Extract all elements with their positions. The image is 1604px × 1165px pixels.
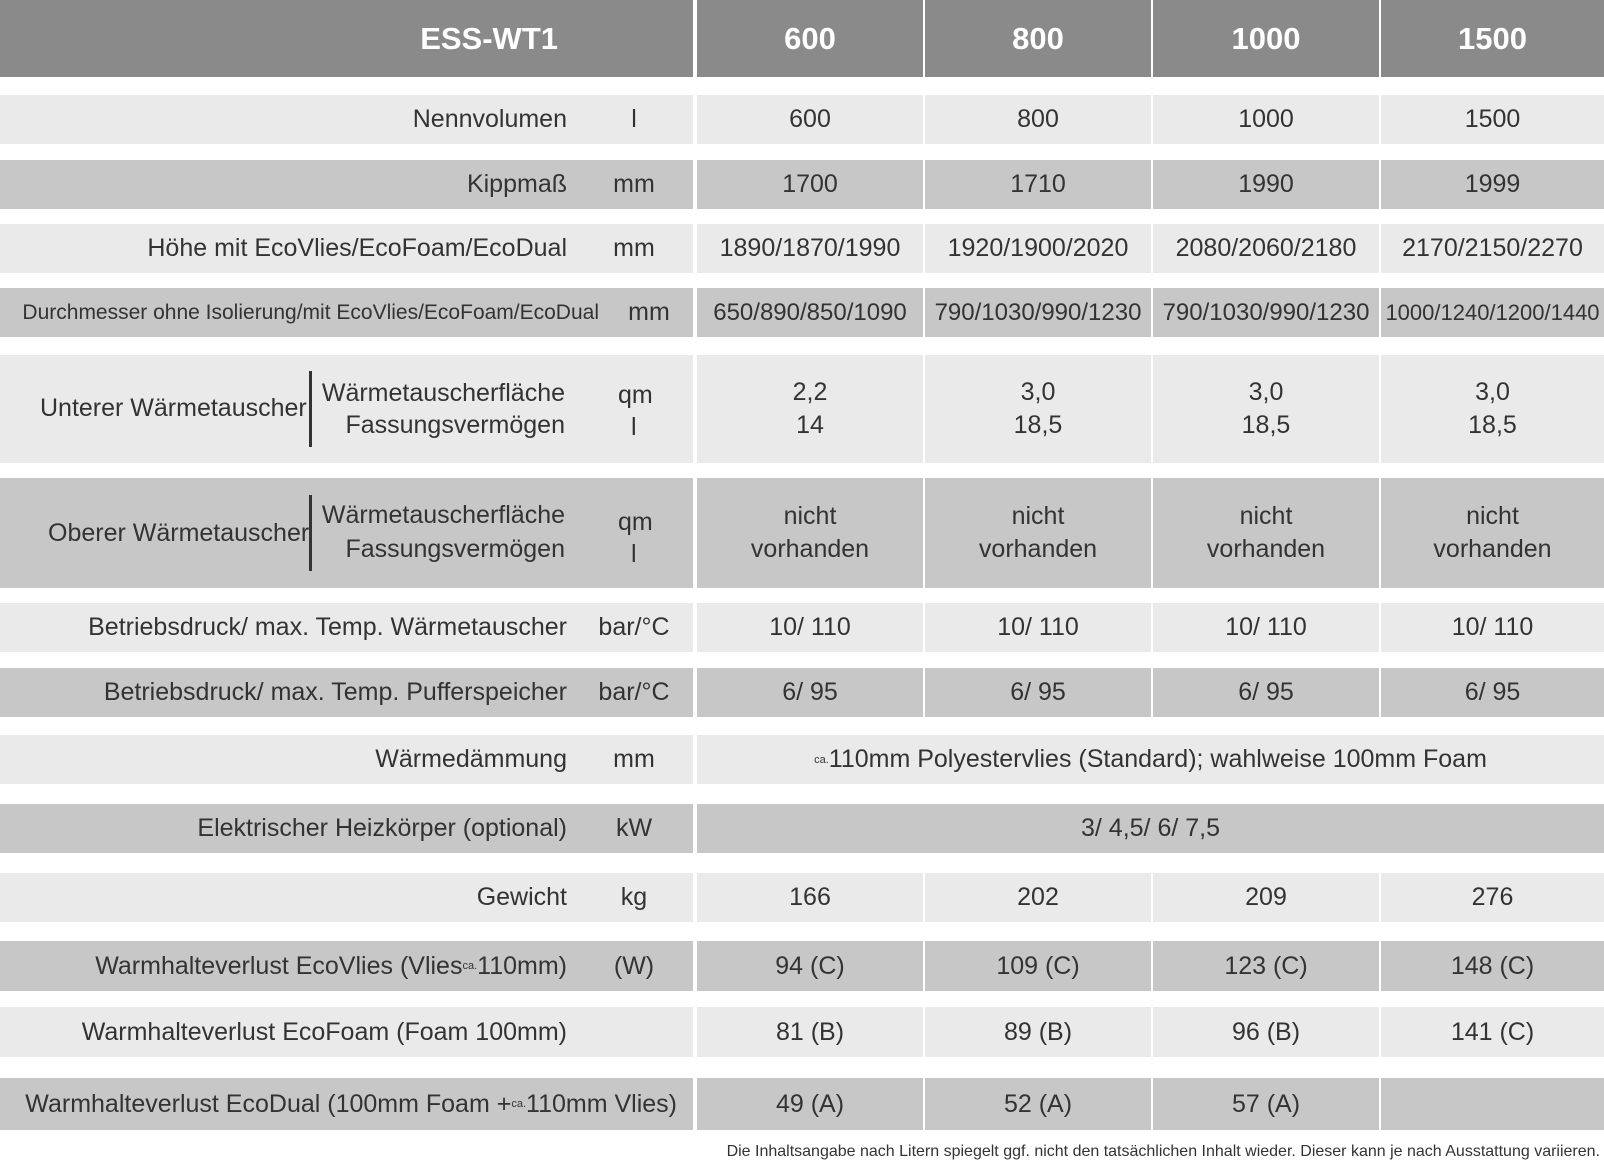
row-nennvolumen-unit: l [575, 95, 693, 144]
row-unterer-sub2: Fassungsvermögen [345, 411, 565, 439]
header-col-1500: 1500 [1381, 0, 1604, 77]
footnote: Die Inhaltsangabe nach Litern spiegelt ggf. nicht den tatsächlichen Inhalt wieder. Dieser kann je nach Ausstattung variieren. [726, 1143, 1600, 1160]
row-gewicht-label: Gewicht [0, 873, 575, 922]
ca-prefix: ca. [814, 753, 829, 766]
row-verlust-vlies-1500: 148 (C) [1381, 941, 1604, 991]
row-unterer-sub1: Wärmetauscherfläche [321, 379, 565, 407]
row-durchmesser-unit: mm [605, 288, 693, 337]
row-betrieb-ps-unit: bar/°C [575, 668, 693, 717]
row-betrieb-ps-800: 6/ 95 [925, 668, 1151, 717]
row-unterer-divider [309, 371, 312, 447]
row-gewicht-1500: 276 [1381, 873, 1604, 922]
row-nennvolumen-600: 600 [697, 95, 923, 144]
row-kippmass-800: 1710 [925, 160, 1151, 209]
row-oberer-label: Oberer Wärmetauscher [48, 519, 310, 547]
row-nennvolumen-1000: 1000 [1153, 95, 1379, 144]
row-kippmass-1000: 1990 [1153, 160, 1379, 209]
row-unterer-1500: 3,0 18,5 [1381, 355, 1604, 463]
row-nennvolumen-800: 800 [925, 95, 1151, 144]
row-gewicht-unit: kg [575, 873, 693, 922]
row-oberer-600: nicht vorhanden [697, 478, 923, 588]
row-gewicht-800: 202 [925, 873, 1151, 922]
row-durchmesser-label: Durchmesser ohne Isolierung/mit EcoVlies/EcoFoam/EcoDual [0, 288, 605, 337]
row-heizkoerper-unit: kW [575, 804, 693, 853]
row-verlust-foam-800: 89 (B) [925, 1007, 1151, 1057]
row-hoehe-1500: 2170/2150/2270 [1381, 224, 1604, 273]
header-col-800: 800 [925, 0, 1151, 77]
row-kippmass-1500: 1999 [1381, 160, 1604, 209]
row-betrieb-wt-800: 10/ 110 [925, 603, 1151, 652]
ca-prefix: ca. [511, 1098, 527, 1110]
row-hoehe-600: 1890/1870/1990 [697, 224, 923, 273]
row-oberer-1000: nicht vorhanden [1153, 478, 1379, 588]
row-oberer-800: nicht vorhanden [925, 478, 1151, 588]
row-verlust-dual-1000: 57 (A) [1153, 1078, 1379, 1130]
row-verlust-vlies-1000: 123 (C) [1153, 941, 1379, 991]
row-verlust-vlies-800: 109 (C) [925, 941, 1151, 991]
row-oberer-label-cell [0, 478, 693, 588]
row-unterer-600: 2,2 14 [697, 355, 923, 463]
row-verlust-vlies-unit: (W) [575, 941, 693, 991]
row-verlust-vlies-label: Warmhalteverlust EcoVlies (Vlies ca. 110mm) [0, 941, 575, 991]
row-verlust-foam-1000: 96 (B) [1153, 1007, 1379, 1057]
row-daemmung-label: Wärmedämmung [0, 735, 575, 784]
row-gewicht-600: 166 [697, 873, 923, 922]
row-betrieb-wt-600: 10/ 110 [697, 603, 923, 652]
row-unterer-unit2: l [631, 413, 637, 441]
row-nennvolumen-label: Nennvolumen [0, 95, 575, 144]
ca-prefix: ca. [462, 960, 478, 972]
row-daemmung-unit: mm [575, 735, 693, 784]
row-betrieb-ps-600: 6/ 95 [697, 668, 923, 717]
row-betrieb-wt-unit: bar/°C [575, 603, 693, 652]
row-unterer-unit1: qm [618, 381, 653, 409]
row-gewicht-1000: 209 [1153, 873, 1379, 922]
row-durchmesser-800: 790/1030/990/1230 [925, 288, 1151, 337]
row-oberer-1500: nicht vorhanden [1381, 478, 1604, 588]
row-betrieb-wt-1500: 10/ 110 [1381, 603, 1604, 652]
header-col-1000: 1000 [1153, 0, 1379, 77]
row-oberer-sub1: Wärmetauscherfläche [321, 501, 565, 529]
row-betrieb-ps-1500: 6/ 95 [1381, 668, 1604, 717]
row-betrieb-wt-1000: 10/ 110 [1153, 603, 1379, 652]
row-oberer-sub2: Fassungsvermögen [345, 535, 565, 563]
row-unterer-800: 3,0 18,5 [925, 355, 1151, 463]
row-kippmass-label: Kippmaß [0, 160, 575, 209]
row-unterer-1000: 3,0 18,5 [1153, 355, 1379, 463]
row-heizkoerper-value: 3/ 4,5/ 6/ 7,5 [697, 804, 1604, 853]
row-hoehe-1000: 2080/2060/2180 [1153, 224, 1379, 273]
row-durchmesser-1000: 790/1030/990/1230 [1153, 288, 1379, 337]
header-model: ESS-WT1 [0, 0, 693, 77]
row-durchmesser-600: 650/890/850/1090 [697, 288, 923, 337]
row-verlust-foam-label: Warmhalteverlust EcoFoam (Foam 100mm) [0, 1007, 575, 1057]
row-unterer-label-cell [0, 355, 693, 463]
header-col-600: 600 [697, 0, 923, 77]
row-verlust-dual-800: 52 (A) [925, 1078, 1151, 1130]
row-hoehe-800: 1920/1900/2020 [925, 224, 1151, 273]
row-verlust-foam-600: 81 (B) [697, 1007, 923, 1057]
row-oberer-unit2: l [631, 540, 637, 568]
row-heizkoerper-label: Elektrischer Heizkörper (optional) [0, 804, 575, 853]
row-oberer-unit1: qm [618, 508, 653, 536]
row-kippmass-unit: mm [575, 160, 693, 209]
row-kippmass-600: 1700 [697, 160, 923, 209]
row-oberer-divider [309, 495, 312, 571]
row-durchmesser-1500: 1000/1240/1200/1440 [1381, 288, 1604, 337]
row-hoehe-unit: mm [575, 224, 693, 273]
row-verlust-foam-1500: 141 (C) [1381, 1007, 1604, 1057]
row-hoehe-label: Höhe mit EcoVlies/EcoFoam/EcoDual [0, 224, 575, 273]
row-verlust-vlies-600: 94 (C) [697, 941, 923, 991]
row-betrieb-wt-label: Betriebsdruck/ max. Temp. Wärmetauscher [0, 603, 575, 652]
row-verlust-foam-unit [575, 1007, 693, 1057]
row-betrieb-ps-label: Betriebsdruck/ max. Temp. Pufferspeicher [0, 668, 575, 717]
row-daemmung-value: ca. 110mm Polyestervlies (Standard); wahlweise 100mm Foam [697, 735, 1604, 784]
row-verlust-dual-label: Warmhalteverlust EcoDual (100mm Foam + ca. 110mm Vlies) [0, 1078, 693, 1130]
row-nennvolumen-1500: 1500 [1381, 95, 1604, 144]
row-verlust-dual-1500 [1381, 1078, 1604, 1130]
row-verlust-dual-600: 49 (A) [697, 1078, 923, 1130]
row-betrieb-ps-1000: 6/ 95 [1153, 668, 1379, 717]
row-unterer-label: Unterer Wärmetauscher [40, 394, 307, 422]
